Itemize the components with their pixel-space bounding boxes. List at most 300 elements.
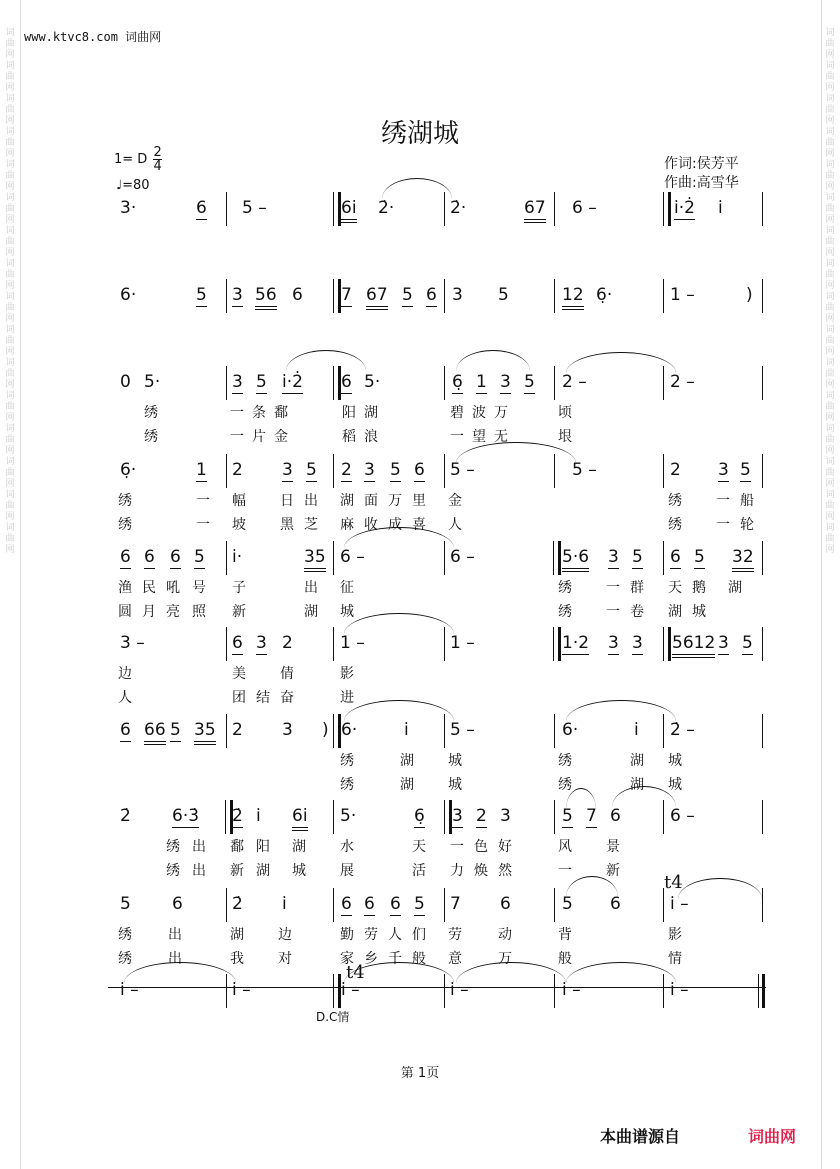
lyric: 家 [340,951,354,967]
lyric: 新 [230,863,244,879]
watermark-char: 词 [825,127,835,137]
note: 2 – [670,372,695,392]
watermark-char: 曲 [825,270,835,280]
watermark-char: 词 [5,259,15,269]
lyric: 绣 [166,839,180,855]
note: 6 [232,633,243,653]
note: 6 [500,894,511,914]
lyric: 千 [388,951,402,967]
note: 6 [341,894,352,914]
watermark-char: 曲 [825,435,835,445]
watermark-char: 词 [5,292,15,302]
note: 6̣· [120,460,137,480]
watermark-char: 网 [825,479,835,489]
t4-mark: t4 [346,962,365,983]
note: 5 [170,720,181,740]
note: 3 [232,372,243,392]
lyric: 影 [668,927,682,943]
lyric: 日 [280,493,294,509]
note: 5 – [242,198,267,218]
barline [226,454,227,488]
note: 56 [255,285,277,310]
note: 3 [452,285,463,305]
note: 3 [282,720,293,740]
watermark-char: 词 [5,160,15,170]
note: 35 [194,720,216,745]
note: 3 [364,460,375,480]
lyric: 意 [448,951,462,967]
note: 5· [144,372,161,392]
lyric: 月 [142,604,156,620]
watermark-left [4,28,16,556]
watermark-char: 曲 [5,303,15,313]
lyric: 劳 [448,927,462,943]
lyric: 边 [118,666,132,682]
note: 3 [500,372,511,392]
watermark-char: 网 [5,545,15,555]
note: 1 [196,460,207,480]
watermark-char: 曲 [825,501,835,511]
note: 6i [292,806,308,831]
note: 2 [232,720,243,740]
note: 5·6 [562,547,589,572]
watermark-char: 网 [5,149,15,159]
barline [333,800,334,834]
repeat-bracket [108,987,766,988]
note: 5 [524,372,535,392]
page-number: 第 1页 [400,1066,440,1081]
lyric: 绣 [668,493,682,509]
watermark-char: 词 [5,490,15,500]
barline [762,192,763,226]
brand-logo-text[interactable]: 词曲网 [748,1127,797,1146]
note: 2̇ [232,894,243,914]
lyric: 群 [630,580,644,596]
watermark-char: 曲 [825,39,835,49]
lyric: 湖 [256,863,270,879]
lyric: 城 [292,863,306,879]
lyric: 情 [668,951,682,967]
lyric: 绣 [118,493,132,509]
note: 1 [476,372,487,392]
note: 6 [196,198,207,218]
note: 6 [120,547,131,567]
note: 2̇ [120,806,131,826]
lyric: 倩 [280,666,294,682]
barline [226,714,227,748]
lyric: 号 [192,580,206,596]
composer: 作曲:高雪华 [664,175,739,191]
watermark-char: 曲 [825,336,835,346]
note: i̇ [282,894,287,914]
note: 5 [120,894,131,914]
watermark-char: 曲 [5,72,15,82]
note: 1 – [670,285,695,305]
watermark-char: 词 [5,28,15,38]
lyric: 子 [232,580,246,596]
lyric: 麻 [340,517,354,533]
t4-mark: t4 [664,872,683,893]
note: 6 [120,720,131,740]
barline [333,366,341,400]
note: 6 [390,894,401,914]
lyric: 新 [606,863,620,879]
note: 6 [292,285,303,305]
barline [333,888,334,922]
watermark-char: 网 [5,446,15,456]
watermark-char: 网 [825,182,835,192]
watermark-char: 词 [5,226,15,236]
lyric: 影 [340,666,354,682]
lyric: 进 [340,690,354,706]
note: 6 – [340,547,365,567]
lyric: 出 [192,839,206,855]
note: 6 [426,285,437,305]
lyric: 亮 [166,604,180,620]
watermark-char: 词 [5,424,15,434]
note: 5 [632,547,643,567]
watermark-char: 网 [5,347,15,357]
watermark-char: 词 [5,94,15,104]
note: 6 [170,547,181,567]
lyric: 顷 [558,405,572,421]
note: ) [746,285,753,305]
lyric: 绣 [558,604,572,620]
watermark-char: 网 [825,380,835,390]
lyric: 收 [364,517,378,533]
lyric: 城 [340,604,354,620]
watermark-char: 网 [825,446,835,456]
note: 5 [402,285,413,305]
lyric: 湖 [340,493,354,509]
lyric: 然 [498,863,512,879]
watermark-char: 网 [5,50,15,60]
lyric: 我 [230,951,244,967]
note: 3 – [120,633,145,653]
note: 2 [476,806,487,826]
lyric: 们 [412,927,426,943]
final-barline [762,974,765,1008]
lyric: 轮 [740,517,754,533]
lyric: 天 [412,839,426,855]
watermark-char: 曲 [825,468,835,478]
watermark-char: 词 [825,160,835,170]
watermark-char: 曲 [5,39,15,49]
lyric: 绣 [668,517,682,533]
lyric: 一 [196,493,210,509]
watermark-char: 曲 [825,204,835,214]
watermark-char: 网 [825,512,835,522]
watermark-right [824,28,836,556]
note: ) [322,720,329,740]
note: 6 [670,547,681,567]
note: 5 [742,633,753,653]
watermark-char: 网 [5,248,15,258]
lyric: 城 [668,753,682,769]
lyric: 活 [412,863,426,879]
barline [554,714,555,748]
lyric: 人 [388,927,402,943]
note: 7 [341,285,352,305]
source-label: 本曲谱源自 [600,1127,681,1146]
barline [226,541,227,575]
barline [553,627,561,661]
barline [663,541,664,575]
barline [553,541,561,575]
lyric: 绣 [118,517,132,533]
note: 6 – [572,198,597,218]
lyric: 一 [196,517,210,533]
lyric: 色 [474,839,488,855]
note: 6 – [450,547,475,567]
lyric: 照 [192,604,206,620]
watermark-char: 网 [825,50,835,60]
lyric: 一 [606,604,620,620]
note: 7 [450,894,461,914]
note: 2 [670,460,681,480]
lyric: 湖 [400,753,414,769]
lyric: 绣 [340,777,354,793]
watermark-char: 曲 [825,237,835,247]
note: 6 [610,894,621,914]
song-title: 绣湖城 [380,119,459,149]
note: 3 [608,547,619,567]
lyric: 展 [340,863,354,879]
lyric: 湖 [630,753,644,769]
watermark-char: 词 [5,61,15,71]
barline [758,974,759,1008]
lyric: 结 [256,690,270,706]
note: 2̇· [378,198,395,218]
note: 5· [340,806,357,826]
barline [554,192,555,226]
lyric: 卷 [630,604,644,620]
watermark-char: 曲 [5,237,15,247]
note: 3 [256,633,267,653]
lyric: 景 [606,839,620,855]
note: 3 [632,633,643,653]
lyric: 湖 [304,604,318,620]
note: i̇ [634,720,639,740]
lyric: 新 [232,604,246,620]
watermark-char: 网 [825,347,835,357]
watermark-char: 词 [825,193,835,203]
lyric: 背 [558,927,572,943]
watermark-char: 网 [825,413,835,423]
note: 3 [500,806,511,826]
lyric: 一望无 [450,429,516,445]
watermark-char: 网 [5,479,15,489]
lyric: 吼 [166,580,180,596]
note: 2 [341,460,352,480]
lyric: 城 [692,604,706,620]
watermark-char: 曲 [825,72,835,82]
lyric: 般 [558,951,572,967]
watermark-char: 网 [825,83,835,93]
note: 3· [120,198,137,218]
note: i̇ – [562,980,581,1000]
tempo-mark: ♩=80 [116,178,150,193]
barline [762,888,763,922]
lyric: 般 [412,951,426,967]
watermark-char: 词 [825,28,835,38]
watermark-char: 词 [5,457,15,467]
lyric: 一 [450,839,464,855]
note: 2̇ [232,806,243,826]
barline [554,279,555,313]
note: 6 [341,372,352,392]
watermark-char: 网 [825,314,835,324]
note: i̇ [404,720,409,740]
barline [663,454,664,488]
note: 5· [364,372,381,392]
watermark-char: 曲 [825,171,835,181]
note: 6 [144,547,155,567]
lyric: 芝 [304,517,318,533]
lyric: 绣 [558,777,572,793]
lyric: 渔 [118,580,132,596]
watermark-char: 网 [825,149,835,159]
watermark-char: 网 [5,512,15,522]
lyric: 幅 [232,493,246,509]
lyric: 湖 [668,604,682,620]
lyric: 一 [716,517,730,533]
note: 12 [562,285,584,310]
note: i̇·2̇ [674,198,695,218]
barline [554,888,555,922]
lyric: 阳湖 [342,405,386,421]
note: 0 [120,372,131,392]
note: 5 – [450,460,475,480]
note: i̇·2̇ [282,372,303,392]
lyric: 边 [278,927,292,943]
dc-mark: D.C情 [316,1010,350,1024]
lyric: 万 [498,951,512,967]
barline [663,627,671,661]
watermark-char: 词 [825,226,835,236]
watermark-char: 曲 [825,138,835,148]
watermark-char: 词 [825,457,835,467]
note: 3 [452,806,463,826]
time-top: 2 [153,145,162,160]
lyric: 绣 [558,580,572,596]
note: 35 [304,547,326,572]
site-url[interactable]: www.ktvc8.com 词曲网 [24,30,162,44]
lyric: 城 [448,753,462,769]
lyric: 水 [340,839,354,855]
lyric: 湖 [230,927,244,943]
watermark-char: 网 [5,314,15,324]
barline [333,974,341,1008]
note: 6 [364,894,375,914]
note: 5 [740,460,751,480]
barline [762,279,763,313]
barline [762,627,763,661]
watermark-char: 网 [825,545,835,555]
note: 5 [694,547,705,567]
note: 6̣ [452,372,463,392]
lyric: 一 [606,580,620,596]
watermark-char: 网 [5,281,15,291]
lyric: 出 [192,863,206,879]
watermark-char: 词 [5,391,15,401]
time-bottom: 4 [153,159,162,174]
lyric: 动 [498,927,512,943]
lyric: 喜 [412,517,426,533]
barline [333,192,341,226]
barline [762,454,763,488]
watermark-char: 网 [5,116,15,126]
key-label: 1= D [114,152,148,167]
note: 1 – [450,633,475,653]
lyric: 一条鄱 [230,405,296,421]
note: 5 [306,460,317,480]
barline [444,888,445,922]
watermark-char: 词 [825,523,835,533]
note: 6̣· [596,285,613,305]
watermark-char: 词 [825,259,835,269]
watermark-char: 曲 [5,435,15,445]
barline [333,541,334,575]
barline [226,192,227,226]
lyric: 勤 [340,927,354,943]
note: i̇· [232,547,243,567]
barline [663,279,664,313]
watermark-char: 曲 [5,105,15,115]
lyric: 绣 [558,753,572,769]
lyric: 劳 [364,927,378,943]
watermark-char: 曲 [5,138,15,148]
note: 1·2 [562,633,590,653]
barline [444,366,445,400]
barline [333,454,334,488]
note: 7 [586,806,597,826]
lyric: 出 [304,580,318,596]
watermark-char: 网 [825,281,835,291]
note: i̇ – [232,980,251,1000]
lyric: 对 [278,951,292,967]
note: i̇ – [670,894,689,914]
lyric: 绣 [118,951,132,967]
lyric: 湖 [292,839,306,855]
barline [226,888,227,922]
note: 2 – [562,372,587,392]
note: 2 [232,460,243,480]
note: i̇ [718,198,723,218]
lyric: 金 [448,493,462,509]
lyric: 民 [142,580,156,596]
watermark-char: 曲 [5,369,15,379]
barline [444,800,452,834]
note: 1 – [340,633,365,653]
lyric: 圆 [118,604,132,620]
lyric: 成 [388,517,402,533]
watermark-char: 网 [825,116,835,126]
watermark-char: 网 [5,215,15,225]
lyric: 风 [558,839,572,855]
note: 6i [341,198,357,223]
barline [663,888,664,922]
note: 6 [610,806,621,826]
lyric: 万 [388,493,402,509]
watermark-char: 曲 [5,501,15,511]
watermark-char: 曲 [825,369,835,379]
note: 3 [718,460,729,480]
lyric: 团 [232,690,246,706]
note: 5612 [672,633,715,658]
note: 5 [562,806,573,826]
watermark-char: 词 [825,424,835,434]
